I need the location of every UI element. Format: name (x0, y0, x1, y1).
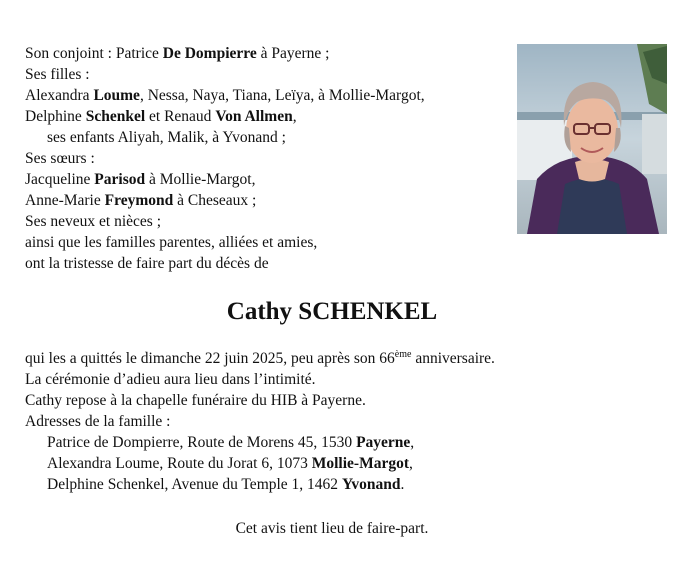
grandchildren-line: ses enfants Aliyah, Malik, à Yvonand ; (47, 129, 286, 146)
rest-line: Cathy repose à la chapelle funéraire du HIB à Payerne. (25, 392, 366, 409)
sisters-heading: Ses sœurs : (25, 150, 95, 167)
address-line: Patrice de Dompierre, Route de Morens 45, 1530 Payerne, (47, 434, 415, 451)
family-list (25, 43, 425, 274)
deceased-name: Cathy SCHENKEL (226, 298, 438, 325)
sister-line-anne-marie: Anne-Marie Freymond à Cheseaux ; (25, 192, 257, 209)
nephews-line: Ses neveux et nièces ; (25, 213, 162, 230)
address-line: Alexandra Loume, Route du Jorat 6, 1073 Mollie-Margot, (47, 455, 413, 472)
portrait-illustration (517, 44, 667, 234)
relatives-line: ainsi que les familles parentes, alliées et amies, (25, 234, 318, 251)
daughter-line-delphine: Delphine Schenkel et Renaud Von Allmen, (25, 108, 297, 125)
sister-line-jacqueline: Jacqueline Parisod à Mollie-Margot, (25, 171, 256, 188)
announcement-line: ont la tristesse de faire part du décès de (25, 255, 269, 272)
spouse-line: Son conjoint : Patrice De Dompierre à Payerne ; (25, 45, 330, 62)
portrait-photo (517, 44, 667, 234)
footer-note: Cet avis tient lieu de faire-part. (235, 520, 429, 537)
details-block (25, 348, 495, 495)
daughters-heading: Ses filles : (25, 66, 90, 83)
daughter-line-alexandra: Alexandra Loume, Nessa, Naya, Tiana, Leïya, à Mollie-Margot, (25, 87, 425, 104)
ceremony-line: La cérémonie d’adieu aura lieu dans l’intimité. (25, 371, 316, 388)
addresses-heading: Adresses de la famille : (25, 413, 171, 430)
death-date-line: qui les a quittés le dimanche 22 juin 2025, peu après son 66ème anniversaire. (25, 349, 495, 367)
address-line: Delphine Schenkel, Avenue du Temple 1, 1462 Yvonand. (47, 476, 405, 493)
